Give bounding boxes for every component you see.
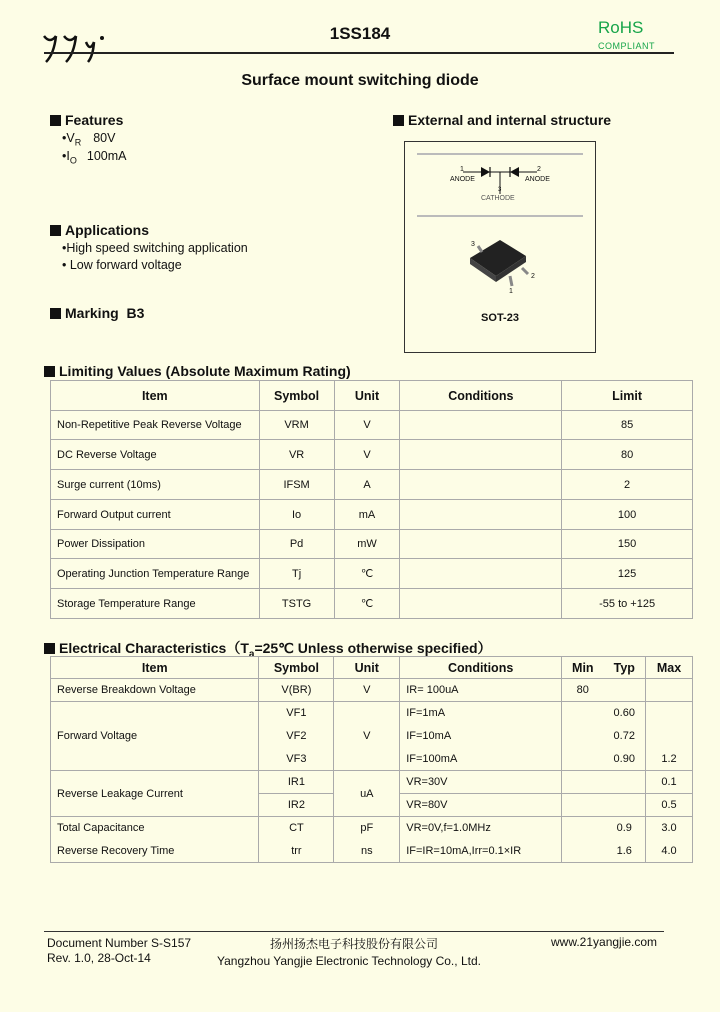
table-row: [51, 470, 693, 500]
cell-limit: 100: [562, 500, 693, 530]
cell-conditions: [400, 589, 562, 619]
package-pin1: 1: [509, 288, 513, 295]
pin3-label: CATHODE: [481, 195, 515, 202]
cell-unit: V: [334, 440, 400, 470]
table-row: [51, 559, 693, 589]
rohs-compliant-label: COMPLIANT: [598, 41, 656, 51]
cell-max: 4.0: [645, 840, 692, 863]
cell-item: Storage Temperature Range: [51, 589, 260, 619]
cell-conditions: [400, 530, 562, 559]
cell-conditions: IF=1mA: [400, 702, 562, 725]
header-typ: Typ: [604, 657, 646, 679]
header-limit: Limit: [562, 381, 693, 411]
company-name-en: Yangzhou Yangjie Electronic Technology Co., Ltd.: [217, 954, 481, 968]
cell-limit: 85: [562, 411, 693, 440]
application-item-2: • Low forward voltage: [62, 258, 182, 272]
cell-conditions: IF=100mA: [400, 748, 562, 771]
structure-diagram-box: [404, 141, 596, 353]
cell-typ: 0.9: [604, 817, 646, 840]
cell-unit: uA: [334, 771, 400, 817]
cell-max: [645, 679, 692, 702]
pin2-label: ANODE: [525, 176, 550, 183]
pin3-number: 3: [498, 187, 502, 193]
cell-limit: 150: [562, 530, 693, 559]
table-row: [51, 589, 693, 619]
cell-symbol: IR1: [259, 771, 334, 794]
cell-unit: mW: [334, 530, 400, 559]
cell-typ: [604, 679, 646, 702]
cell-conditions: [400, 411, 562, 440]
diagram-rule-bottom: [417, 215, 583, 217]
cell-conditions: IF=IR=10mA,Irr=0.1×IR: [400, 840, 562, 863]
cell-conditions: IR= 100uA: [400, 679, 562, 702]
cell-typ: 1.6: [604, 840, 646, 863]
applications-heading: Applications: [50, 222, 149, 238]
cell-unit: ns: [334, 840, 400, 863]
header-symbol: Symbol: [259, 657, 334, 679]
cell-max: 0.5: [645, 794, 692, 817]
header-symbol: Symbol: [259, 381, 334, 411]
table-row: [51, 500, 693, 530]
limiting-values-heading: Limiting Values (Absolute Maximum Rating): [44, 363, 351, 379]
electrical-table: [50, 656, 693, 863]
header-rule: [44, 52, 674, 54]
cell-symbol: trr: [259, 840, 334, 863]
document-number: Document Number S-S157: [47, 936, 192, 950]
cell-item: Reverse Breakdown Voltage: [51, 679, 259, 702]
rohs-label: RoHS: [598, 18, 644, 37]
cell-symbol: VF2: [259, 725, 334, 748]
cell-symbol: VF3: [259, 748, 334, 771]
cell-item: Non-Repetitive Peak Reverse Voltage: [51, 411, 260, 440]
table-row: [51, 530, 693, 559]
cell-typ: [604, 771, 646, 794]
cell-symbol: VRM: [259, 411, 334, 440]
cell-conditions: [400, 440, 562, 470]
bullet-square-icon: [50, 115, 61, 126]
cell-item: Power Dissipation: [51, 530, 260, 559]
cell-unit: pF: [334, 817, 400, 840]
cell-max: 1.2: [645, 748, 692, 771]
cell-symbol: IFSM: [259, 470, 334, 500]
table-header-row: [51, 381, 693, 411]
cell-item: Forward Output current: [51, 500, 260, 530]
footer-rule: [44, 931, 664, 932]
cell-conditions: VR=80V: [400, 794, 562, 817]
cell-symbol: IR2: [259, 794, 334, 817]
cell-symbol: Tj: [259, 559, 334, 589]
cell-conditions: [400, 500, 562, 530]
bullet-square-icon: [44, 643, 55, 654]
cell-typ: 0.60: [604, 702, 646, 725]
header-max: Max: [645, 657, 692, 679]
cell-max: 3.0: [645, 817, 692, 840]
table-row: [51, 702, 693, 725]
diagram-rule-top: [417, 153, 583, 155]
electrical-heading: Electrical $Characteristics(T_a=25℃$ Unless otherwise specified）: [44, 638, 492, 660]
cell-item: DC Reverse Voltage: [51, 440, 260, 470]
header-item: Item: [51, 657, 259, 679]
package-pin3: 3: [471, 241, 475, 248]
cell-unit: V: [334, 702, 400, 771]
cell-conditions: VR=30V: [400, 771, 562, 794]
cell-symbol: Io: [259, 500, 334, 530]
cell-typ: 0.72: [613, 730, 635, 742]
cell-min: [562, 817, 604, 840]
cell-limit: 2: [562, 470, 693, 500]
cell-item: Total Capacitance: [51, 817, 259, 840]
table-row: [51, 840, 693, 863]
cell-max: 0.1: [645, 771, 692, 794]
bullet-square-icon: [50, 308, 61, 319]
cell-unit: V: [334, 679, 400, 702]
cell-min: [562, 725, 604, 748]
cell-min: [562, 771, 604, 794]
cell-item: Surge current (10ms): [51, 470, 260, 500]
cell-limit: 125: [562, 559, 693, 589]
cell-limit: -55 to +125: [562, 589, 693, 619]
header-item: Item: [51, 381, 260, 411]
table-row: [51, 771, 693, 794]
features-heading: Features: [50, 112, 123, 128]
header-unit: Unit: [334, 381, 400, 411]
pin2-number: 2: [537, 166, 541, 173]
cell-symbol: VF1: [259, 702, 334, 725]
table-row: [51, 679, 693, 702]
header-min: Min: [562, 657, 604, 679]
cell-min: [562, 702, 604, 725]
cell-item: Reverse Leakage Current: [51, 771, 259, 817]
application-item-1: •High speed switching application: [62, 241, 248, 255]
feature-vr: $•V_R$ 80V: [62, 131, 116, 148]
cell-conditions: IF=10mA: [400, 725, 562, 748]
cell-limit: 80: [562, 440, 693, 470]
header-unit: Unit: [334, 657, 400, 679]
cell-symbol: Pd: [259, 530, 334, 559]
bullet-square-icon: [44, 366, 55, 377]
cell-conditions: VR=0V,f=1.0MHz: [400, 817, 562, 840]
bullet-square-icon: [393, 115, 404, 126]
cell-typ: 0.90: [604, 748, 646, 771]
cell-conditions: [400, 470, 562, 500]
cell-min: [562, 748, 604, 771]
marking-heading: Marking B3: [50, 305, 144, 321]
table-row: [51, 817, 693, 840]
table-header-row: [51, 657, 693, 679]
cell-unit: A: [334, 470, 400, 500]
feature-io: $•I_O$ 100mA: [62, 149, 127, 166]
cell-max: [645, 702, 692, 725]
cell-unit: V: [334, 411, 400, 440]
cell-min: [562, 794, 604, 817]
cell-unit: ℃: [334, 559, 400, 589]
header-conditions: Conditions: [400, 657, 562, 679]
cell-symbol: CT: [259, 817, 334, 840]
cell-symbol: V(BR): [259, 679, 334, 702]
cell-item: Forward Voltage: [51, 702, 259, 771]
structure-heading: External and internal structure: [393, 112, 611, 128]
revision: Rev. 1.0, 28-Oct-14: [47, 951, 151, 965]
package-pin2: 2: [531, 273, 535, 280]
company-name-cn: 扬州扬杰电子科技股份有限公司: [270, 937, 439, 951]
bullet-square-icon: [50, 225, 61, 236]
cell-symbol: TSTG: [259, 589, 334, 619]
cell-unit: mA: [334, 500, 400, 530]
cell-min: [562, 840, 604, 863]
pin1-label: ANODE: [450, 176, 475, 183]
cell-item: Operating Junction Temperature Range: [51, 559, 260, 589]
table-row: [51, 440, 693, 470]
cell-symbol: VR: [259, 440, 334, 470]
pin1-number: 1: [460, 166, 464, 173]
table-row: [51, 411, 693, 440]
cell-typ: [604, 794, 646, 817]
cell-conditions: [400, 559, 562, 589]
marking-code: B3: [126, 305, 145, 321]
cell-unit: ℃: [334, 589, 400, 619]
package-name: SOT-23: [481, 312, 519, 324]
part-number: 1SS184: [329, 24, 391, 43]
cell-max: [645, 725, 692, 748]
limiting-values-table: [50, 380, 693, 619]
header-conditions: Conditions: [400, 381, 562, 411]
cell-item: Reverse Recovery Time: [51, 840, 259, 863]
company-website: www.21yangjie.com: [551, 935, 658, 949]
document-subtitle: Surface mount switching diode: [241, 72, 479, 89]
cell-min: 80: [562, 679, 604, 702]
